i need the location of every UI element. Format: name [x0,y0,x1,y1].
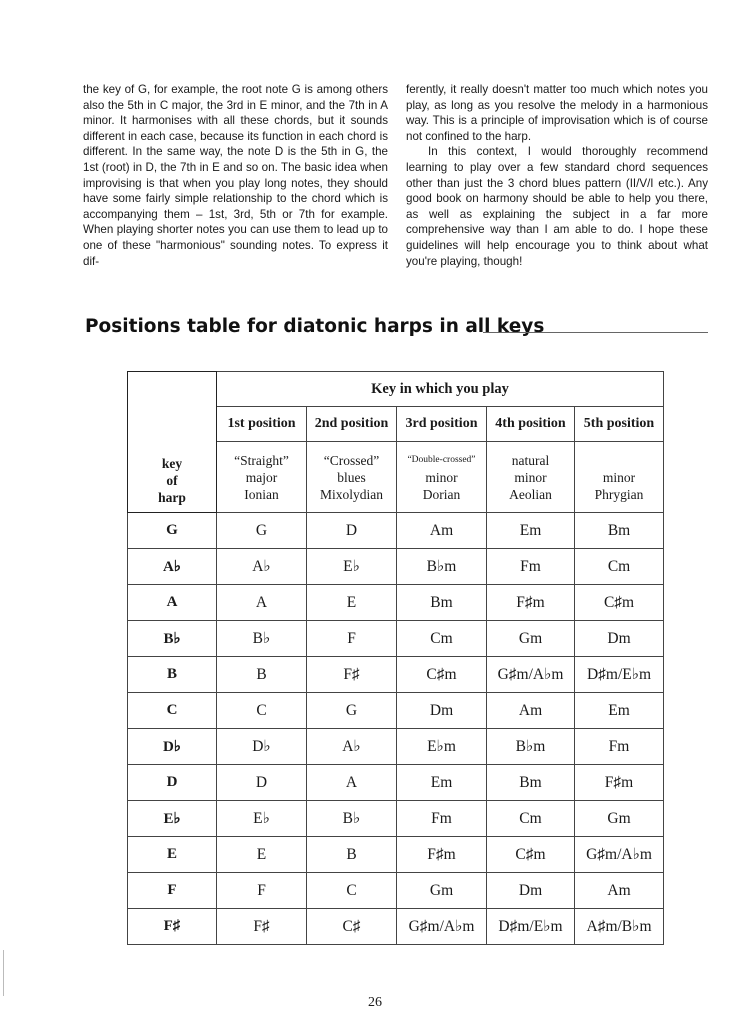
key-in-which-you-play-header: Key in which you play [217,372,664,407]
mode-description-line: minor [425,469,458,485]
played-key-cell: Gm [487,621,575,657]
harp-key-cell: D♭ [128,729,217,765]
played-key-cell: Dm [487,873,575,909]
position-header: 4th position [487,407,575,442]
played-key-cell: Bm [487,765,575,801]
played-key-cell: Bm [397,585,487,621]
table-row [128,621,664,657]
played-key-cell: Gm [575,801,664,837]
played-key-cell: D♯m/E♭m [575,657,664,693]
played-key-cell: G♯m/A♭m [575,837,664,873]
harp-key-cell: C [128,693,217,729]
scan-margin-mark [3,950,4,996]
played-key-cell: G♯m/A♭m [397,909,487,945]
table-body [128,513,664,945]
harp-label-line: harp [158,490,186,505]
harp-key-cell: G [128,513,217,549]
harp-key-cell: A♭ [128,549,217,585]
played-key-cell: Em [575,693,664,729]
played-key-cell: E♭ [217,801,307,837]
played-key-cell: E♭ [307,549,397,585]
played-key-cell: Cm [575,549,664,585]
table-row [128,765,664,801]
mode-description-line: “Double-crossed” [407,454,476,465]
mode-description-line: major [245,469,278,485]
played-key-cell: C♯m [397,657,487,693]
harp-key-cell: E [128,837,217,873]
left-paragraph: the key of G, for example, the root note G is among others also the 5th in C major, the 3rd in E minor, and the 7th in A minor. It harmonises with all these chords, but it sounds different in each case, because its function in each chord is different. In the same way, the note D is the 5th in G, the 1st (root) in D, the 7th in E and so on. The basic idea when improvising is that when you play long notes, they should have some fairly simple relationship to the chord which is accompanying them – 1st, 3rd, 5th or 7th for example. When playing shorter notes you can use them to lead up to one of these "harmonious" sounding notes. To express it dif- [83,83,388,268]
position-header: 5th position [575,407,664,442]
table-row [128,873,664,909]
table-row [128,585,664,621]
position-header: 1st position [217,407,307,442]
harp-key-cell: B♭ [128,621,217,657]
harp-label-line: of [166,473,178,488]
played-key-cell: Gm [397,873,487,909]
played-key-cell: A [307,765,397,801]
played-key-cell: Fm [487,549,575,585]
right-text-column [406,82,708,269]
played-key-cell: Fm [575,729,664,765]
played-key-cell: C [307,873,397,909]
mode-description-line: “Crossed” [323,452,380,468]
played-key-cell: F♯ [307,657,397,693]
mode-description-line: Mixolydian [320,486,383,502]
played-key-cell: E [217,837,307,873]
mode-description-line: natural [511,452,550,468]
mode-description-line: Aeolian [509,486,552,502]
played-key-cell: B♭m [397,549,487,585]
played-key-cell: F [307,621,397,657]
played-key-cell: Am [575,873,664,909]
played-key-cell: A♯m/B♭m [575,909,664,945]
harp-key-cell: F♯ [128,909,217,945]
played-key-cell: Am [397,513,487,549]
mode-description-line: minor [514,469,547,485]
mode-description-cell [397,442,487,513]
mode-description-line: Phrygian [594,486,644,502]
played-key-cell: E♭m [397,729,487,765]
played-key-cell: Dm [397,693,487,729]
table-row [128,549,664,585]
left-text-column [83,82,388,269]
harp-key-cell: D [128,765,217,801]
played-key-cell: Bm [575,513,664,549]
mode-description-cell [487,442,575,513]
right-paragraph-1: ferently, it really doesn't matter too much which notes you play, as long as you resolve the melody in a harmonious way. This is a principle of improvisation which is of course not confined to the harp. [406,83,708,143]
played-key-cell: Am [487,693,575,729]
mode-description-cell [307,442,397,513]
played-key-cell: D♯m/E♭m [487,909,575,945]
played-key-cell: B [217,657,307,693]
played-key-cell: C [217,693,307,729]
harp-key-cell: B [128,657,217,693]
mode-description-line: Dorian [422,486,461,502]
played-key-cell: C♯ [307,909,397,945]
played-key-cell: F♯m [575,765,664,801]
played-key-cell: Dm [575,621,664,657]
played-key-cell: C♯m [575,585,664,621]
played-key-cell: Em [397,765,487,801]
table-row [128,729,664,765]
played-key-cell: F♯m [487,585,575,621]
mode-description-cell [575,442,664,513]
played-key-cell: B♭ [217,621,307,657]
played-key-cell: D [217,765,307,801]
page-number: 26 [368,995,382,1010]
played-key-cell: A♭ [307,729,397,765]
table-row [128,909,664,945]
played-key-cell: F♯ [217,909,307,945]
played-key-cell: G [217,513,307,549]
harp-key-cell: E♭ [128,801,217,837]
played-key-cell: D♭ [217,729,307,765]
harp-label-line: key [161,456,183,471]
played-key-cell: Cm [397,621,487,657]
mode-description-cell [217,442,307,513]
position-header: 3rd position [397,407,487,442]
mode-description-line: blues [337,469,366,485]
section-heading: Positions table for diatonic harps in all keys [85,316,545,337]
played-key-cell: Fm [397,801,487,837]
mode-description-line: “Straight” [234,452,289,468]
mode-description-line [575,452,663,469]
positions-table [127,371,664,945]
played-key-cell: C♯m [487,837,575,873]
played-key-cell: B♭ [307,801,397,837]
table-row [128,693,664,729]
played-key-cell: G♯m/A♭m [487,657,575,693]
played-key-cell: F [217,873,307,909]
played-key-cell: Em [487,513,575,549]
heading-rule [483,332,708,333]
played-key-cell: A [217,585,307,621]
table-row [128,657,664,693]
played-key-cell: Cm [487,801,575,837]
harp-key-cell: A [128,585,217,621]
played-key-cell: D [307,513,397,549]
table-row [128,837,664,873]
mode-description-line: minor [602,469,636,485]
played-key-cell: E [307,585,397,621]
table-row [128,513,664,549]
key-of-harp-header [128,372,217,513]
table-row [128,801,664,837]
played-key-cell: G [307,693,397,729]
right-paragraph-2: In this context, I would thoroughly recommend learning to play over a few standard chord sequences other than just the 3 chord blues pattern (II/V/I etc.). Any good book on harmony should be able to help you there, as well as explaining the subject in a far more comprehensive way than I am able to do. I hope these guidelines will help encourage you to think about what you're playing, though! [406,145,708,268]
played-key-cell: A♭ [217,549,307,585]
harp-key-cell: F [128,873,217,909]
played-key-cell: F♯m [397,837,487,873]
played-key-cell: B [307,837,397,873]
position-header: 2nd position [307,407,397,442]
played-key-cell: B♭m [487,729,575,765]
mode-description-line: Ionian [244,486,279,502]
